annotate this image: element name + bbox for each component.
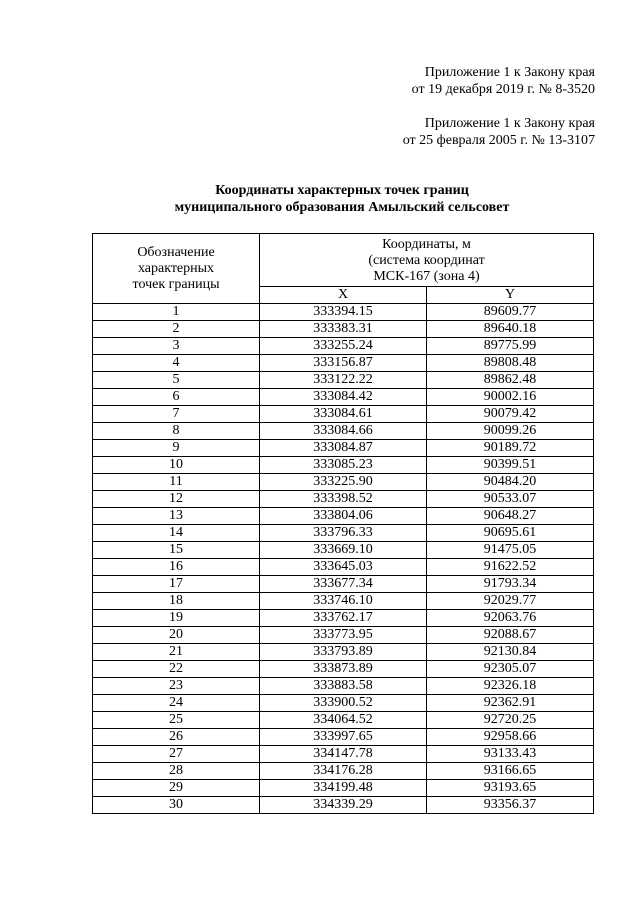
point-number-cell: 27 xyxy=(93,746,260,763)
point-header-line-1: Обозначение xyxy=(137,244,215,260)
point-number-cell: 6 xyxy=(93,389,260,406)
point-number-cell: 28 xyxy=(93,763,260,780)
table-row xyxy=(93,763,594,780)
point-number-cell: 18 xyxy=(93,593,260,610)
y-coordinate-cell: 90079.42 xyxy=(427,406,594,423)
coords-header-line-1: Координаты, м xyxy=(382,237,471,252)
x-coordinate-cell: 333255.24 xyxy=(260,338,427,355)
table-row xyxy=(93,389,594,406)
table-row xyxy=(93,508,594,525)
x-coordinate-cell: 333122.22 xyxy=(260,372,427,389)
point-number-cell: 21 xyxy=(93,644,260,661)
y-coordinate-cell: 93133.43 xyxy=(427,746,594,763)
table-row xyxy=(93,355,594,372)
appendix-date-current: от 19 декабря 2019 г. № 8-3520 xyxy=(411,82,595,97)
y-coordinate-cell: 92958.66 xyxy=(427,729,594,746)
x-coordinate-cell: 333677.34 xyxy=(260,576,427,593)
point-number-cell: 23 xyxy=(93,678,260,695)
y-column-header: Y xyxy=(427,287,594,304)
point-number-cell: 8 xyxy=(93,423,260,440)
point-number-cell: 22 xyxy=(93,661,260,678)
x-coordinate-cell: 333645.03 xyxy=(260,559,427,576)
y-coordinate-cell: 92720.25 xyxy=(427,712,594,729)
point-number-cell: 12 xyxy=(93,491,260,508)
table-header-row xyxy=(93,234,594,287)
point-number-cell: 29 xyxy=(93,780,260,797)
y-coordinate-cell: 92130.84 xyxy=(427,644,594,661)
x-coordinate-cell: 333084.61 xyxy=(260,406,427,423)
x-coordinate-cell: 334176.28 xyxy=(260,763,427,780)
x-coordinate-cell: 333156.87 xyxy=(260,355,427,372)
coordinates-header xyxy=(260,234,594,287)
header-spacer xyxy=(403,98,595,115)
y-coordinate-cell: 90002.16 xyxy=(427,389,594,406)
y-coordinate-cell: 92362.91 xyxy=(427,695,594,712)
point-header-line-3: точек границы xyxy=(132,276,220,292)
appendix-date-original: от 25 февраля 2005 г. № 13-3107 xyxy=(402,133,595,148)
point-number-cell: 15 xyxy=(93,542,260,559)
coordinates-table xyxy=(92,233,594,814)
table-row xyxy=(93,678,594,695)
y-coordinate-cell: 90189.72 xyxy=(427,440,594,457)
y-coordinate-cell: 90399.51 xyxy=(427,457,594,474)
point-number-cell: 14 xyxy=(93,525,260,542)
y-coordinate-cell: 89775.99 xyxy=(427,338,594,355)
y-coordinate-cell: 89609.77 xyxy=(427,304,594,321)
document-title-line-1: Координаты характерных точек границ xyxy=(215,183,469,198)
table-row xyxy=(93,542,594,559)
point-number-cell: 4 xyxy=(93,355,260,372)
x-coordinate-cell: 333394.15 xyxy=(260,304,427,321)
table-row xyxy=(93,746,594,763)
table-row xyxy=(93,338,594,355)
y-coordinate-cell: 90648.27 xyxy=(427,508,594,525)
y-coordinate-cell: 90695.61 xyxy=(427,525,594,542)
x-coordinate-cell: 333746.10 xyxy=(260,593,427,610)
y-coordinate-cell: 90484.20 xyxy=(427,474,594,491)
point-number-cell: 1 xyxy=(93,304,260,321)
table-row xyxy=(93,797,594,814)
point-designation-header xyxy=(93,234,260,304)
table-row xyxy=(93,593,594,610)
x-coordinate-cell: 333398.52 xyxy=(260,491,427,508)
y-coordinate-cell: 89640.18 xyxy=(427,321,594,338)
x-coordinate-cell: 333762.17 xyxy=(260,610,427,627)
document-title-line-2: муниципального образования Амыльский сельсовет xyxy=(174,200,510,215)
y-coordinate-cell: 93356.37 xyxy=(427,797,594,814)
point-number-cell: 2 xyxy=(93,321,260,338)
point-number-cell: 11 xyxy=(93,474,260,491)
table-row xyxy=(93,729,594,746)
table-row xyxy=(93,491,594,508)
x-coordinate-cell: 333796.33 xyxy=(260,525,427,542)
x-coordinate-cell: 333793.89 xyxy=(260,644,427,661)
y-coordinate-cell: 90533.07 xyxy=(427,491,594,508)
table-row xyxy=(93,661,594,678)
x-coordinate-cell: 333804.06 xyxy=(260,508,427,525)
x-coordinate-cell: 334064.52 xyxy=(260,712,427,729)
table-row xyxy=(93,695,594,712)
y-coordinate-cell: 91475.05 xyxy=(427,542,594,559)
x-coordinate-cell: 333084.87 xyxy=(260,440,427,457)
table-header xyxy=(93,234,594,304)
x-coordinate-cell: 333900.52 xyxy=(260,695,427,712)
y-coordinate-cell: 92305.07 xyxy=(427,661,594,678)
x-coordinate-cell: 333085.23 xyxy=(260,457,427,474)
table-row xyxy=(93,644,594,661)
y-coordinate-cell: 90099.26 xyxy=(427,423,594,440)
point-number-cell: 5 xyxy=(93,372,260,389)
table-row xyxy=(93,423,594,440)
y-coordinate-cell: 91793.34 xyxy=(427,576,594,593)
table-row xyxy=(93,712,594,729)
y-coordinate-cell: 91622.52 xyxy=(427,559,594,576)
point-number-cell: 30 xyxy=(93,797,260,814)
table-row xyxy=(93,440,594,457)
x-coordinate-cell: 333883.58 xyxy=(260,678,427,695)
point-number-cell: 17 xyxy=(93,576,260,593)
x-coordinate-cell: 333084.66 xyxy=(260,423,427,440)
point-number-cell: 16 xyxy=(93,559,260,576)
table-row xyxy=(93,627,594,644)
document-title xyxy=(92,182,592,216)
x-coordinate-cell: 334147.78 xyxy=(260,746,427,763)
y-coordinate-cell: 92063.76 xyxy=(427,610,594,627)
y-coordinate-cell: 93166.65 xyxy=(427,763,594,780)
table-row xyxy=(93,321,594,338)
x-coordinate-cell: 333225.90 xyxy=(260,474,427,491)
coords-header-line-3: МСК-167 (зона 4) xyxy=(373,269,480,284)
table-body xyxy=(93,304,594,814)
point-number-cell: 7 xyxy=(93,406,260,423)
x-column-header: X xyxy=(260,287,427,304)
appendix-reference-original: Приложение 1 к Закону края xyxy=(424,116,595,131)
point-number-cell: 10 xyxy=(93,457,260,474)
x-coordinate-cell: 333383.31 xyxy=(260,321,427,338)
point-number-cell: 9 xyxy=(93,440,260,457)
x-coordinate-cell: 333997.65 xyxy=(260,729,427,746)
x-coordinate-cell: 333773.95 xyxy=(260,627,427,644)
coords-header-line-2: (система координат xyxy=(368,253,485,268)
table-row xyxy=(93,372,594,389)
table-row xyxy=(93,559,594,576)
table-row xyxy=(93,610,594,627)
table-row xyxy=(93,304,594,321)
y-coordinate-cell: 92088.67 xyxy=(427,627,594,644)
table-row xyxy=(93,576,594,593)
y-coordinate-cell: 93193.65 xyxy=(427,780,594,797)
y-coordinate-cell: 92326.18 xyxy=(427,678,594,695)
y-coordinate-cell: 89808.48 xyxy=(427,355,594,372)
appendix-header xyxy=(403,64,595,149)
x-coordinate-cell: 333084.42 xyxy=(260,389,427,406)
table-row xyxy=(93,474,594,491)
table-row xyxy=(93,457,594,474)
appendix-reference-current: Приложение 1 к Закону края xyxy=(424,65,595,80)
point-number-cell: 25 xyxy=(93,712,260,729)
point-number-cell: 13 xyxy=(93,508,260,525)
y-coordinate-cell: 89862.48 xyxy=(427,372,594,389)
x-coordinate-cell: 333669.10 xyxy=(260,542,427,559)
table-row xyxy=(93,780,594,797)
table-row xyxy=(93,406,594,423)
table-row xyxy=(93,525,594,542)
point-number-cell: 3 xyxy=(93,338,260,355)
y-coordinate-cell: 92029.77 xyxy=(427,593,594,610)
point-number-cell: 20 xyxy=(93,627,260,644)
point-number-cell: 19 xyxy=(93,610,260,627)
point-number-cell: 26 xyxy=(93,729,260,746)
x-coordinate-cell: 334199.48 xyxy=(260,780,427,797)
point-header-line-2: характерных xyxy=(137,260,215,276)
x-coordinate-cell: 333873.89 xyxy=(260,661,427,678)
point-number-cell: 24 xyxy=(93,695,260,712)
x-coordinate-cell: 334339.29 xyxy=(260,797,427,814)
